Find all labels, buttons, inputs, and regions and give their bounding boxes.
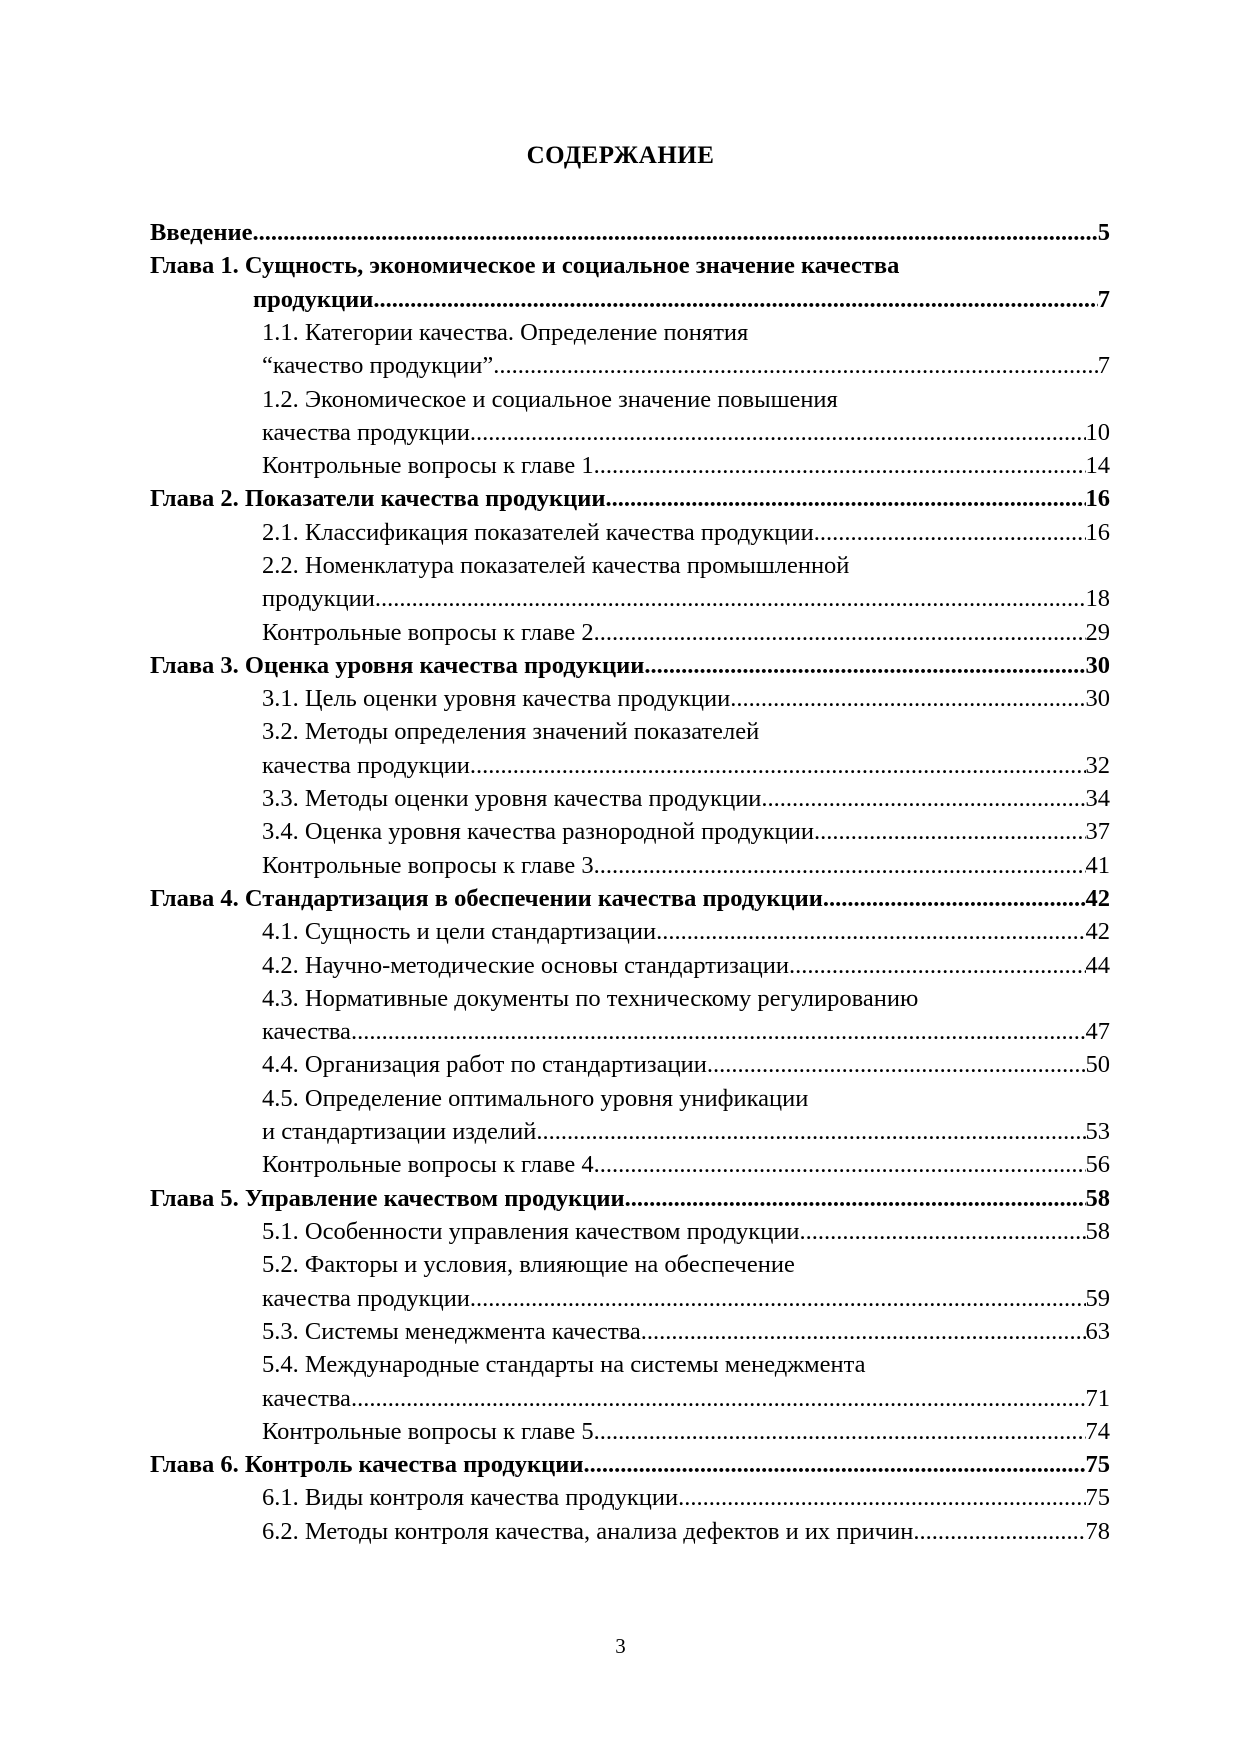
dot-leader <box>375 582 1086 615</box>
toc-entry-page: 74 <box>1085 1418 1110 1445</box>
toc-section-entry <box>262 849 1110 882</box>
toc-entry-title: 4.5. Определение оптимального уровня унификации <box>262 1085 809 1112</box>
toc-entry-title: 6.1. Виды контроля качества продукции <box>262 1484 679 1511</box>
dot-leader <box>583 1448 1085 1481</box>
toc-entry-title: 4.4. Организация работ по стандартизации <box>262 1051 707 1078</box>
toc-entry-title: Глава 6. Контроль качества продукции <box>150 1451 584 1478</box>
dot-leader <box>536 1115 1085 1148</box>
toc-entry-title: 6.2. Методы контроля качества, анализа дефектов и их причин <box>262 1518 914 1545</box>
toc-section-entry <box>262 449 1110 482</box>
toc-entry-page: 56 <box>1085 1151 1110 1178</box>
toc-entry-title: качества продукции <box>262 752 470 779</box>
dot-leader <box>470 416 1086 449</box>
toc-entry-title: Глава 4. Стандартизация в обеспечении качества продукции <box>150 885 823 912</box>
toc-entry-page: 58 <box>1085 1218 1110 1245</box>
toc-entry-title: Контрольные вопросы к главе 4 <box>262 1151 594 1178</box>
toc-entry-page: 18 <box>1085 585 1110 612</box>
toc-section-entry <box>262 1348 866 1381</box>
toc-section-entry <box>262 582 1110 615</box>
toc-section-entry <box>262 949 1110 982</box>
toc-entry-title: и стандартизации изделий <box>262 1118 537 1145</box>
dot-leader <box>656 915 1085 948</box>
toc-entry-page: 37 <box>1085 818 1110 845</box>
toc-entry-page: 59 <box>1085 1285 1110 1312</box>
dot-leader <box>351 1382 1086 1415</box>
toc-entry-title: Контрольные вопросы к главе 3 <box>262 852 594 879</box>
dot-leader <box>913 1515 1085 1548</box>
toc-entry-page: 71 <box>1085 1385 1110 1412</box>
toc-section-entry <box>262 1048 1110 1081</box>
toc-entry-title: 5.3. Системы менеджмента качества <box>262 1318 641 1345</box>
toc-section-entry <box>262 1481 1110 1514</box>
toc-section-entry <box>262 1015 1110 1048</box>
toc-entry-page: 34 <box>1085 785 1110 812</box>
page-title: СОДЕРЖАНИЕ <box>526 142 715 169</box>
toc-chapter-entry <box>150 882 1110 915</box>
dot-leader <box>594 449 1086 482</box>
toc-entry-title: 2.1. Классификация показателей качества продукции <box>262 519 814 546</box>
toc-entry-page: 63 <box>1085 1318 1110 1345</box>
toc-entry-title: 4.3. Нормативные документы по техническому регулированию <box>262 985 919 1012</box>
toc-entry-title: Глава 2. Показатели качества продукции <box>150 485 606 512</box>
toc-entry-page: 10 <box>1085 419 1110 446</box>
toc-entry-title: Глава 1. Сущность, экономическое и социальное значение качества <box>150 252 900 279</box>
toc-entry-title: “качество продукции” <box>262 352 494 379</box>
dot-leader <box>814 815 1086 848</box>
toc-entry-page: 14 <box>1085 452 1110 479</box>
dot-leader <box>594 1415 1086 1448</box>
toc-entry-title: 1.1. Категории качества. Определение понятия <box>262 319 749 346</box>
toc-entry-page: 29 <box>1085 619 1110 646</box>
toc-entry-title: 3.3. Методы оценки уровня качества продукции <box>262 785 762 812</box>
toc-section-entry <box>262 1515 1110 1548</box>
toc-entry-page: 75 <box>1085 1484 1110 1511</box>
toc-section-entry <box>262 316 748 349</box>
toc-section-entry <box>262 349 1110 382</box>
toc-entry-page: 5 <box>1097 219 1110 246</box>
toc-section-entry <box>262 416 1110 449</box>
toc-entry-title: Глава 3. Оценка уровня качества продукции <box>150 652 645 679</box>
toc-section-entry <box>262 815 1110 848</box>
toc-entry-title: Контрольные вопросы к главе 1 <box>262 452 594 479</box>
toc-entry-title: 5.2. Факторы и условия, влияющие на обеспечение <box>262 1251 795 1278</box>
toc-entry-title: Введение <box>150 219 253 246</box>
toc-entry-page: 44 <box>1085 952 1110 979</box>
dot-leader <box>678 1481 1085 1514</box>
toc-section-entry <box>262 1382 1110 1415</box>
toc-section-entry <box>262 682 1110 715</box>
toc-entry-page: 7 <box>1097 286 1110 313</box>
toc-entry-title: качества продукции <box>262 1285 470 1312</box>
dot-leader <box>641 1315 1086 1348</box>
dot-leader <box>470 749 1086 782</box>
toc-entry-page: 53 <box>1085 1118 1110 1145</box>
toc-entry-page: 30 <box>1085 685 1110 712</box>
toc-entry-page: 42 <box>1085 885 1110 912</box>
toc-section-entry <box>262 516 1110 549</box>
toc-section-entry <box>262 1215 1110 1248</box>
toc-section-entry <box>262 1415 1110 1448</box>
dot-leader <box>800 1215 1086 1248</box>
toc-entry-page: 16 <box>1085 485 1110 512</box>
toc-entry-title: 3.2. Методы определения значений показателей <box>262 718 760 745</box>
dot-leader <box>625 1182 1086 1215</box>
toc-entry-title: 3.1. Цель оценки уровня качества продукции <box>262 685 731 712</box>
toc-entry-page: 7 <box>1097 352 1110 379</box>
toc-entry-title: Контрольные вопросы к главе 2 <box>262 619 594 646</box>
dot-leader <box>470 1282 1086 1315</box>
toc-chapter-entry <box>150 649 1110 682</box>
dot-leader <box>493 349 1098 382</box>
toc-entry-title: продукции <box>253 286 374 313</box>
toc-entry-title: качества <box>262 1018 351 1045</box>
toc-entry-title: качества продукции <box>262 419 470 446</box>
dot-leader <box>594 1148 1086 1181</box>
toc-chapter-entry <box>150 1448 1110 1481</box>
toc-section-entry <box>262 616 1110 649</box>
toc-entry-title: 5.4. Международные стандарты на системы менеджмента <box>262 1351 866 1378</box>
dot-leader <box>594 616 1086 649</box>
dot-leader <box>373 283 1097 316</box>
toc-section-entry <box>262 383 838 416</box>
toc-entry-page: 16 <box>1085 519 1110 546</box>
toc-entry-title: Глава 5. Управление качеством продукции <box>150 1185 625 1212</box>
toc-section-entry <box>262 1248 795 1281</box>
toc-entry-page: 78 <box>1085 1518 1110 1545</box>
toc-chapter-entry <box>150 249 899 282</box>
dot-leader <box>730 682 1085 715</box>
toc-section-entry <box>262 1115 1110 1148</box>
dot-leader <box>761 782 1085 815</box>
toc-entry-page: 30 <box>1085 652 1110 679</box>
dot-leader <box>789 949 1086 982</box>
toc-section-entry <box>262 1282 1110 1315</box>
dot-leader <box>644 649 1085 682</box>
toc-entry-title: 5.1. Особенности управления качеством продукции <box>262 1218 800 1245</box>
toc-section-entry <box>262 1082 808 1115</box>
dot-leader <box>823 882 1086 915</box>
toc-entry-page: 75 <box>1085 1451 1110 1478</box>
dot-leader <box>351 1015 1086 1048</box>
toc-entry-page: 32 <box>1085 752 1110 779</box>
toc-entry-page: 47 <box>1085 1018 1110 1045</box>
toc-entry-title: качества <box>262 1385 351 1412</box>
toc-entry-title: 4.1. Сущность и цели стандартизации <box>262 918 657 945</box>
dot-leader <box>814 516 1086 549</box>
toc-entry-title: 2.2. Номенклатура показателей качества промышленной <box>262 552 850 579</box>
toc-section-entry <box>262 1148 1110 1181</box>
dot-leader <box>594 849 1086 882</box>
dot-leader <box>606 482 1086 515</box>
toc-entry-page: 41 <box>1085 852 1110 879</box>
toc-section-entry <box>262 1315 1110 1348</box>
toc-entry-title: 3.4. Оценка уровня качества разнородной продукции <box>262 818 814 845</box>
toc-section-entry <box>262 982 918 1015</box>
toc-chapter-entry <box>150 216 1110 249</box>
toc-entry-title: 4.2. Научно-методические основы стандартизации <box>262 952 789 979</box>
toc-entry-page: 50 <box>1085 1051 1110 1078</box>
dot-leader <box>707 1048 1086 1081</box>
toc-section-entry <box>262 549 849 582</box>
toc-entry-title: Контрольные вопросы к главе 5 <box>262 1418 594 1445</box>
toc-section-entry <box>262 782 1110 815</box>
toc-entry-page: 42 <box>1085 918 1110 945</box>
toc-entry-title: 1.2. Экономическое и социальное значение повышения <box>262 386 838 413</box>
toc-section-entry <box>262 715 759 748</box>
toc-section-entry <box>262 915 1110 948</box>
toc-chapter-entry <box>150 482 1110 515</box>
page-number: 3 <box>615 1634 626 1658</box>
toc-chapter-entry <box>253 283 1110 316</box>
toc-section-entry <box>262 749 1110 782</box>
dot-leader <box>253 216 1098 249</box>
toc-chapter-entry <box>150 1182 1110 1215</box>
toc-entry-page: 58 <box>1085 1185 1110 1212</box>
toc-entry-title: продукции <box>262 585 375 612</box>
